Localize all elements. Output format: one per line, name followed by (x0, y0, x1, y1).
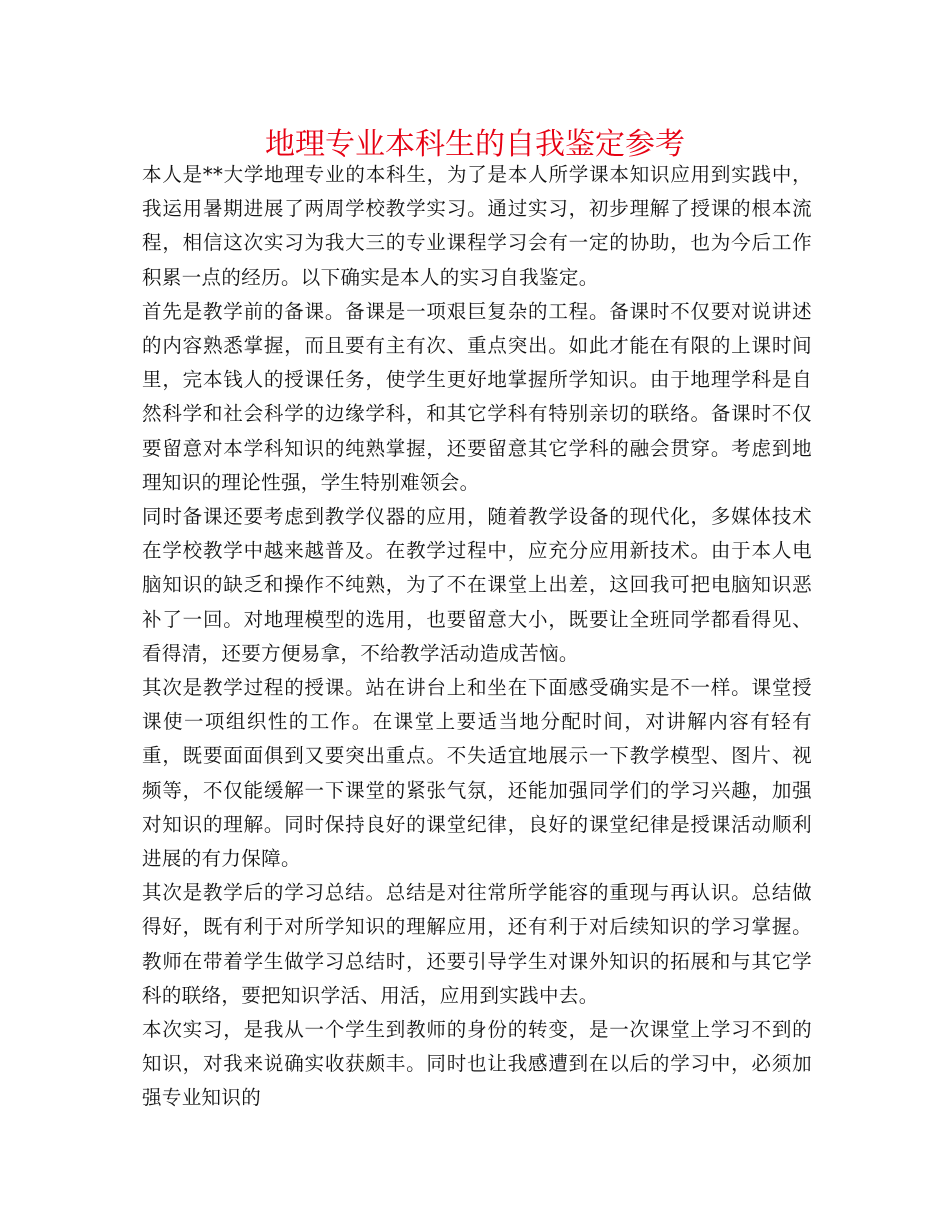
paragraph-1: 本人是**大学地理专业的本科生，为了是本人所学课本知识应用到实践中，我运用暑期进展了两周学校教学实习。通过实习，初步理解了授课的根本流程，相信这次实习为我大三的专业课程学习会有一定的协助，也为今后工作积累一点的经历。以下确实是本人的实习自我鉴定。 (142, 163, 812, 289)
document-title: 地理专业本科生的自我鉴定参考 (265, 127, 685, 162)
paragraph-4: 其次是教学过程的授课。站在讲台上和坐在下面感受确实是不一样。课堂授课使一项组织性的工作。在课堂上要适当地分配时间，对讲解内容有轻有重，既要面面俱到又要突出重点。不失适宜地展示一下教学模型、图片、视频等，不仅能缓解一下课堂的紧张气氛，还能加强同学们的学习兴趣，加强对知识的理解。同时保持良好的课堂纪律，良好的课堂纪律是授课活动顺利进展的有力保障。 (142, 676, 812, 871)
paragraph-5: 其次是教学后的学习总结。总结是对往常所学能容的重现与再认识。总结做得好，既有利于对所学知识的理解应用，还有利于对后续知识的学习掌握。教师在带着学生做学习总结时，还要引导学生对课外知识的拓展和与其它学科的联络，要把知识学活、用活，应用到实践中去。 (142, 881, 812, 1007)
paragraph-6: 本次实习，是我从一个学生到教师的身份的转变，是一次课堂上学习不到的知识，对我来说确实收获颇丰。同时也让我感遭到在以后的学习中，必须加强专业知识的 (142, 1018, 812, 1110)
paragraph-2: 首先是教学前的备课。备课是一项艰巨复杂的工程。备课时不仅要对说讲述的内容熟悉掌握，而且要有主有次、重点突出。如此才能在有限的上课时间里，完本钱人的授课任务，使学生更好地掌握所学知识。由于地理学科是自然科学和社会科学的边缘学科，和其它学科有特别亲切的联络。备课时不仅要留意对本学科知识的纯熟掌握，还要留意其它学科的融会贯穿。考虑到地理知识的理论性强，学生特别难领会。 (142, 299, 812, 494)
paragraph-3: 同时备课还要考虑到教学仪器的应用，随着教学设备的现代化，多媒体技术在学校教学中越来越普及。在教学过程中，应充分应用新技术。由于本人电脑知识的缺乏和操作不纯熟，为了不在课堂上出差，这回我可把电脑知识恶补了一回。对地理模型的选用，也要留意大小，既要让全班同学都看得见、看得清，还要方便易拿，不给教学活动造成苦恼。 (142, 505, 812, 665)
document-body (142, 158, 812, 1116)
